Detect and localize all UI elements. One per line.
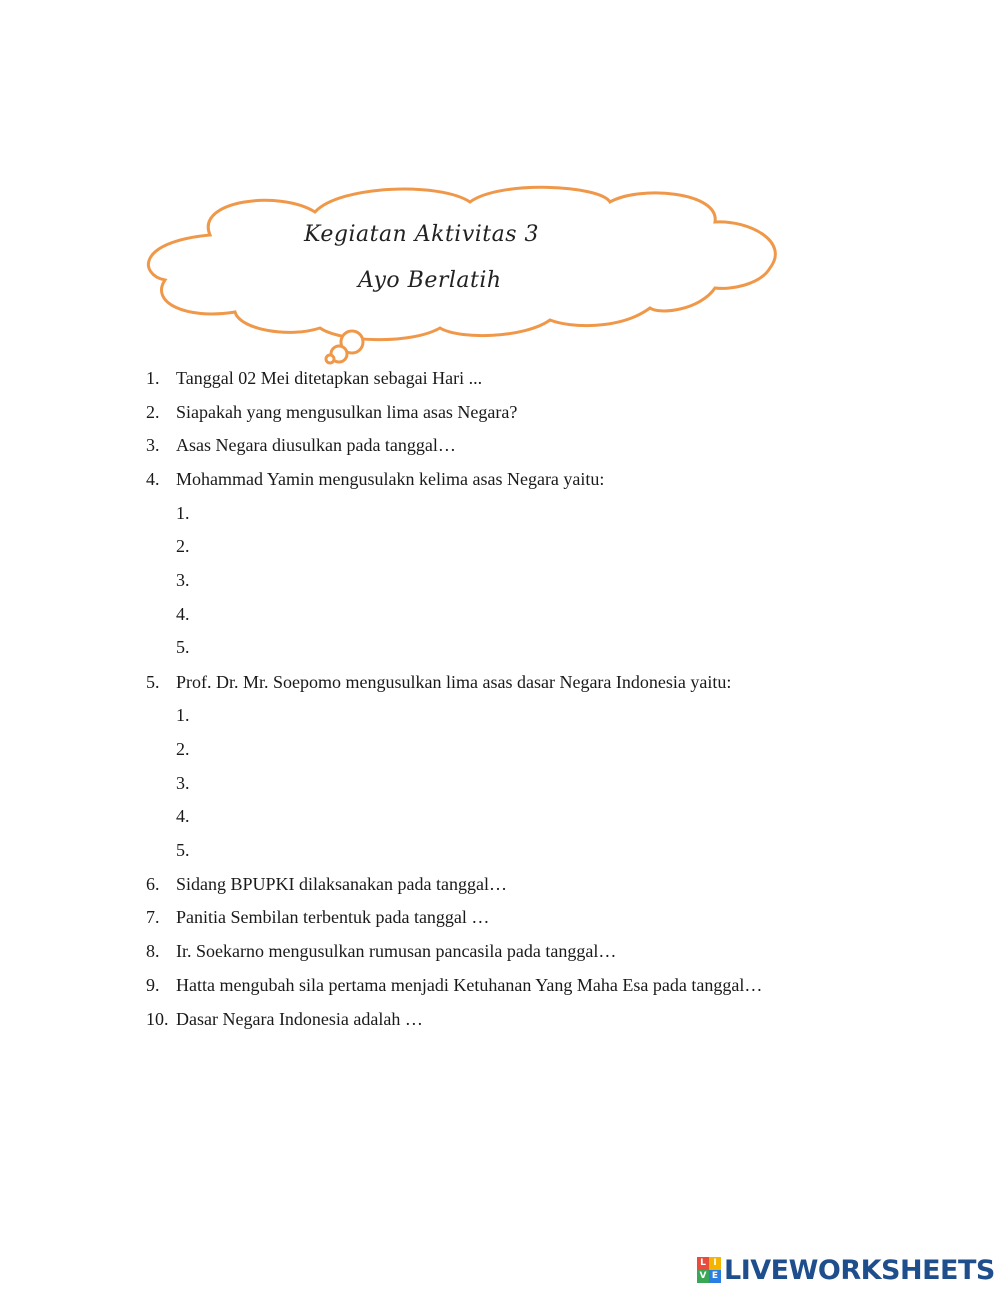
question-text: Tanggal 02 Mei ditetapkan sebagai Hari ...	[176, 368, 483, 388]
activity-title: Kegiatan Aktivitas 3	[304, 222, 540, 247]
activity-subtitle: Ayo Berlatih	[358, 268, 502, 293]
question-number: 5.	[146, 672, 160, 692]
logo-letter: L	[697, 1257, 709, 1270]
brand-name: LIVEWORKSHEETS	[724, 1254, 995, 1286]
sub-item-number: 2.	[176, 739, 190, 759]
question-text: Prof. Dr. Mr. Soepomo mengusulkan lima asas dasar Negara Indonesia yaitu:	[176, 672, 732, 692]
question-number: 1.	[146, 368, 160, 388]
sub-item-number: 4.	[176, 806, 190, 826]
sub-item-number: 1.	[176, 503, 190, 523]
question-text: Hatta mengubah sila pertama menjadi Ketuhanan Yang Maha Esa pada tanggal…	[176, 975, 763, 995]
question-text: Sidang BPUPKI dilaksanakan pada tanggal…	[176, 874, 507, 894]
question-text: Mohammad Yamin mengusulakn kelima asas Negara yaitu:	[176, 469, 605, 489]
sub-item-number: 5.	[176, 840, 190, 860]
question-text: Siapakah yang mengusulkan lima asas Negara?	[176, 402, 518, 422]
question-number: 4.	[146, 469, 160, 489]
liveworksheets-brand[interactable]	[697, 1256, 995, 1284]
logo-letter: I	[709, 1257, 721, 1270]
question-number: 10.	[146, 1009, 169, 1029]
question-text: Panitia Sembilan terbentuk pada tanggal …	[176, 907, 490, 927]
question-text: Asas Negara diusulkan pada tanggal…	[176, 435, 456, 455]
question-number: 6.	[146, 874, 160, 894]
logo-letter: E	[709, 1270, 721, 1283]
question-number: 2.	[146, 402, 160, 422]
sub-item-number: 3.	[176, 570, 190, 590]
sub-item-number: 1.	[176, 705, 190, 725]
question-text: Dasar Negara Indonesia adalah …	[176, 1009, 423, 1029]
question-text: Ir. Soekarno mengusulkan rumusan pancasila pada tanggal…	[176, 941, 617, 961]
question-number: 8.	[146, 941, 160, 961]
sub-item-number: 4.	[176, 604, 190, 624]
sub-item-number: 5.	[176, 637, 190, 657]
logo-letter: V	[697, 1270, 709, 1283]
sub-item-number: 2.	[176, 536, 190, 556]
liveworksheets-logo-icon	[697, 1257, 721, 1283]
question-number: 7.	[146, 907, 160, 927]
sub-item-number: 3.	[176, 773, 190, 793]
question-number: 9.	[146, 975, 160, 995]
question-number: 3.	[146, 435, 160, 455]
